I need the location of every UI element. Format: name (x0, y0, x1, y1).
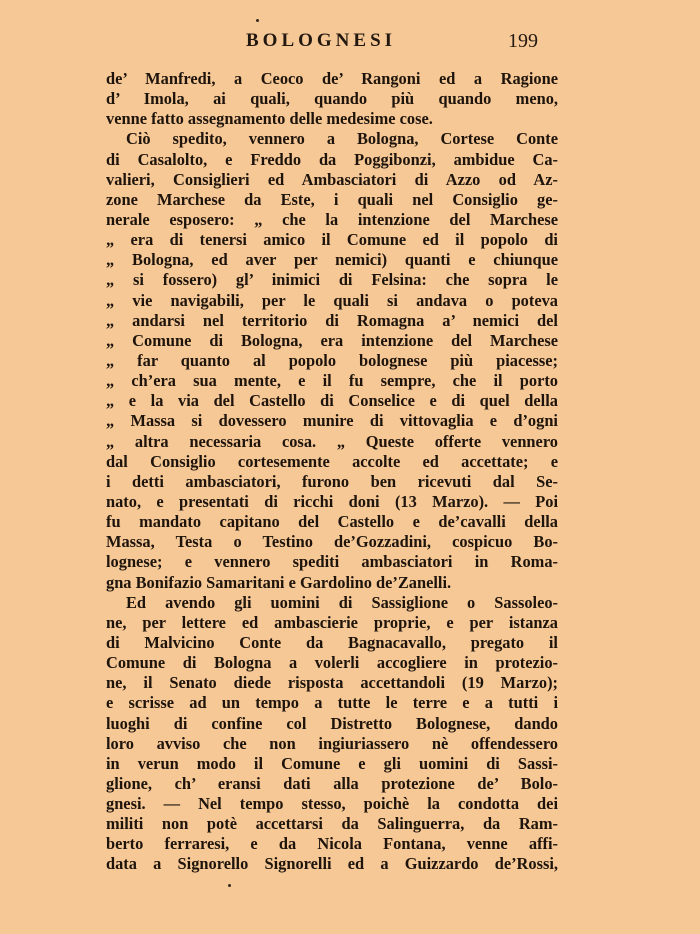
text-line: „ e la via del Castello di Conselice e di quel della (106, 391, 558, 411)
text-line: luoghi di confine col Distretto Bolognese, dando (106, 713, 558, 733)
text-line: valieri, Consiglieri ed Ambasciatori di Azzo od Az- (106, 169, 558, 189)
text-line: berto ferraresi, e da Nicola Fontana, venne affi- (106, 834, 558, 854)
text-line: loro avviso che non ingiuriassero nè offendessero (106, 733, 558, 753)
text-line: i detti ambasciatori, furono ben ricevuti dal Se- (106, 471, 558, 491)
text-line: Massa, Testa o Testino de’Gozzadini, cospicuo Bo- (106, 532, 558, 552)
text-line: Ciò spedito, vennero a Bologna, Cortese Conte (126, 129, 558, 149)
text-line: nato, e presentati di ricchi doni (13 Marzo). — Poi (106, 491, 558, 511)
text-line: glione, ch’ eransi dati alla protezione de’ Bolo- (106, 773, 558, 793)
text-line: „ Bologna, ed aver per nemici) quanti e chiunque (106, 250, 558, 270)
text-line: di Casalolto, e Freddo da Poggibonzi, ambidue Ca- (106, 149, 558, 169)
print-speck (256, 19, 259, 22)
text-line: d’ Imola, ai quali, quando più quando meno, (106, 89, 558, 109)
text-line: „ era di tenersi amico il Comune ed il popolo di (106, 230, 558, 250)
text-line: in verun modo il Comune e gli uomini di Sassi- (106, 753, 558, 773)
page-number: 199 (508, 30, 538, 52)
text-line: fu mandato capitano del Castello e de’cavalli della (106, 512, 558, 532)
text-line: gna Bonifazio Samaritani e Gardolino de’Zanelli. (106, 572, 452, 592)
text-line: militi non potè accettarsi da Salinguerra, da Ram- (106, 814, 558, 834)
text-line: „ far quanto al popolo bolognese più piacesse; (106, 350, 558, 370)
text-line: de’ Manfredi, a Ceoco de’ Rangoni ed a Ragione (106, 69, 558, 88)
text-line: „ altra necessaria cosa. „ Queste offerte vennero (106, 431, 558, 451)
print-speck (228, 884, 231, 887)
text-line: ne, il Senato diede risposta accettandoli (19 Marzo); (106, 673, 558, 693)
text-line: zone Marchese da Este, i quali nel Consiglio ge- (106, 189, 558, 209)
text-line: Ed avendo gli uomini di Sassiglione o Sassoleo- (126, 592, 558, 612)
text-line: dal Consiglio cortesemente accolte ed accettate; e (106, 451, 558, 471)
text-line: „ si fossero) gl’ inimici di Felsina: che sopra le (106, 270, 558, 290)
text-line: „ Massa si dovessero munire di vittovaglia e d’ogni (106, 411, 558, 431)
running-head: BOLOGNESI (246, 30, 397, 51)
text-line: data a Signorello Signorelli ed a Guizzardo de’Rossi, (106, 854, 558, 874)
text-line: Comune di Bologna a volerli accogliere in protezio- (106, 653, 558, 673)
text-line: gnesi. — Nel tempo stesso, poichè la condotta dei (106, 794, 558, 814)
text-line: ne, per lettere ed ambascierie proprie, e per istanza (106, 612, 558, 632)
text-line: e scrisse ad un tempo a tutte le terre e a tutti i (106, 693, 558, 713)
text-line: nerale esposero: „ che la intenzione del Marchese (106, 209, 558, 229)
text-line: lognese; e vennero spediti ambasciatori in Roma- (106, 552, 558, 572)
body-text (106, 69, 558, 875)
text-line: „ ch’era sua mente, e il fu sempre, che il porto (106, 371, 558, 391)
text-line: venne fatto assegnamento delle medesime cose. (106, 109, 433, 129)
text-line: „ andarsi nel territorio di Romagna a’ nemici del (106, 310, 558, 330)
text-line: „ vie navigabili, per le quali si andava o poteva (106, 290, 558, 310)
text-line: di Malvicino Conte da Bagnacavallo, pregato il (106, 632, 558, 652)
text-line: „ Comune di Bologna, era intenzione del Marchese (106, 330, 558, 350)
